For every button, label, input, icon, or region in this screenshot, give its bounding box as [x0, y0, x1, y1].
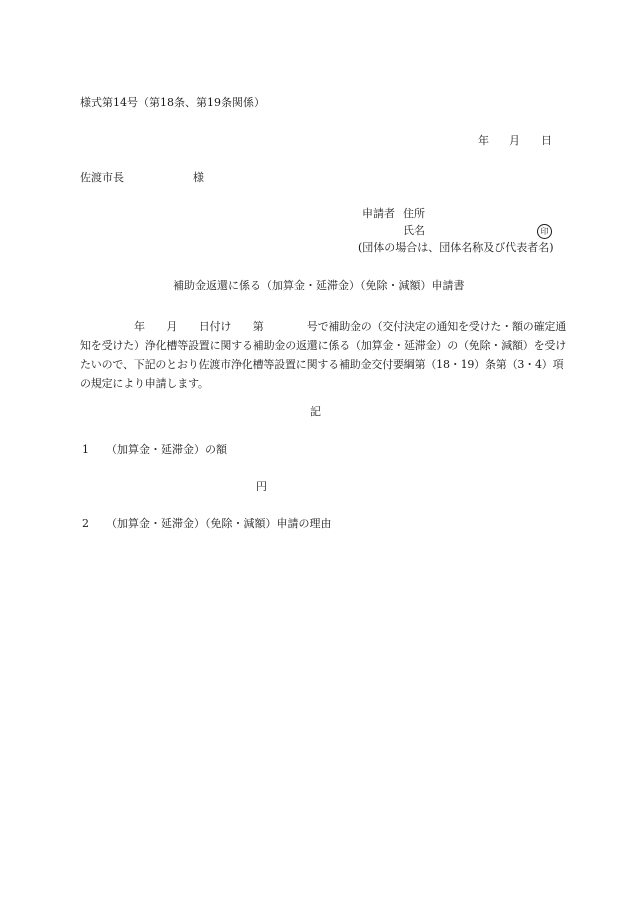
body-line: たいので、下記のとおり佐渡市浄化槽等設置に関する補助金交付要綱第（18・19）条第（3・4）項 [80, 358, 564, 371]
addressee-name: 佐渡市長 [80, 171, 124, 184]
ki-heading: 記 [310, 405, 321, 418]
document-title: 補助金返還に係る（加算金・延滞金）（免除・減額）申請書 [173, 279, 465, 292]
item1-number: 1 [82, 443, 89, 456]
item2-text: （加算金・延滞金）（免除・減額）申請の理由 [106, 517, 332, 530]
body-line: 年 月 日付け 第 号で補助金の（交付決定の通知を受けた・額の確定通 [80, 320, 566, 333]
applicant-label: 申請者 [362, 207, 395, 220]
body-line: の規定により申請します。 [80, 377, 209, 390]
applicant-note: (団体の場合は、団体名称及び代表者名) [358, 241, 554, 254]
date-year: 年 [478, 134, 489, 147]
item2-number: 2 [82, 517, 89, 530]
body-paragraph [80, 317, 566, 393]
yen-unit: 円 [256, 480, 267, 493]
item1-text: （加算金・延滞金）の額 [106, 443, 227, 456]
applicant-name-label: 氏名 [403, 224, 425, 237]
applicant-address-label: 住所 [403, 207, 425, 220]
seal-mark: 印 [537, 224, 552, 239]
date-day: 日 [541, 134, 552, 147]
date-month: 月 [509, 134, 520, 147]
body-line: 知を受けた）浄化槽等設置に関する補助金の返還に係る（加算金・延滞金）の（免除・減額）を受け [80, 339, 566, 352]
form-number: 様式第14号（第18条、第19条関係） [80, 96, 265, 109]
addressee-honorific: 様 [193, 171, 204, 184]
